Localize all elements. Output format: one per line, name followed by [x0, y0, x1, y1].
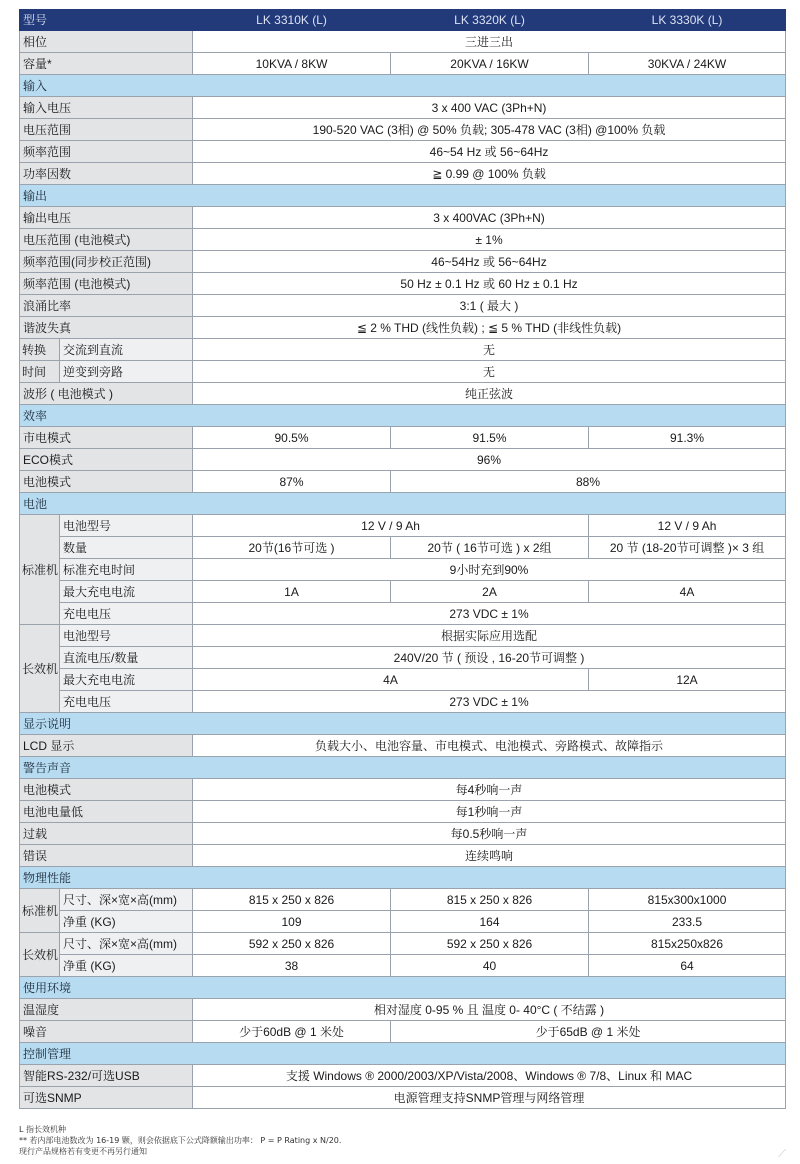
table-row — [20, 273, 786, 295]
row-value: 12 V / 9 Ah — [589, 515, 786, 537]
row-label: 直流电压/数量 — [60, 647, 193, 669]
table-row — [20, 537, 786, 559]
row-value: ± 1% — [193, 229, 786, 251]
table-row — [20, 361, 786, 383]
row-value: 190-520 VAC (3相) @ 50% 负载; 305-478 VAC (3相) @100% 负载 — [193, 119, 786, 141]
group-label: 长效机 — [20, 933, 60, 977]
section-title: 电池 — [20, 493, 786, 515]
row-label: 标准充电时间 — [60, 559, 193, 581]
section-row — [20, 713, 786, 735]
table-row — [20, 1021, 786, 1043]
row-label: 电压范围 — [20, 119, 193, 141]
row-value: 46~54Hz 或 56~64Hz — [193, 251, 786, 273]
table-row — [20, 471, 786, 493]
section-title: 警告声音 — [20, 757, 786, 779]
row-value: 815 x 250 x 826 — [391, 889, 589, 911]
row-value: 3 x 400VAC (3Ph+N) — [193, 207, 786, 229]
table-row — [20, 427, 786, 449]
row-value: 支援 Windows ® 2000/2003/XP/Vista/2008、Windows ® 7/8、Linux 和 MAC — [193, 1065, 786, 1087]
row-label: 温湿度 — [20, 999, 193, 1021]
table-row — [20, 119, 786, 141]
row-value: 20KVA / 16KW — [391, 53, 589, 75]
row-label: 噪音 — [20, 1021, 193, 1043]
row-value: 273 VDC ± 1% — [193, 603, 786, 625]
row-label: 频率范围(同步校正范围) — [20, 251, 193, 273]
row-label: 智能RS-232/可选USB — [20, 1065, 193, 1087]
row-label: 频率范围 — [20, 141, 193, 163]
row-value: 三进三出 — [193, 31, 786, 53]
row-label: 电池电量低 — [20, 801, 193, 823]
section-row — [20, 867, 786, 889]
group-label: 长效机 — [20, 625, 60, 713]
row-value: ≧ 0.99 @ 100% 负载 — [193, 163, 786, 185]
table-row — [20, 691, 786, 713]
row-value: 96% — [193, 449, 786, 471]
table-row — [20, 515, 786, 537]
row-label: 电池模式 — [20, 779, 193, 801]
row-label: 频率范围 (电池模式) — [20, 273, 193, 295]
row-label: 最大充电电流 — [60, 581, 193, 603]
row-value: 592 x 250 x 826 — [391, 933, 589, 955]
table-row — [20, 801, 786, 823]
row-label: 市电模式 — [20, 427, 193, 449]
group-label: 标准机 — [20, 889, 60, 933]
row-value: 少于65dB @ 1 米处 — [391, 1021, 786, 1043]
row-label: 输出电压 — [20, 207, 193, 229]
footnote: 现行产品规格若有变更不再另行通知 — [19, 1147, 147, 1156]
row-value: 20 节 (18-20节可调整 )× 3 组 — [589, 537, 786, 559]
row-label: 尺寸、深×宽×高(mm) — [60, 933, 193, 955]
table-row — [20, 779, 786, 801]
section-row — [20, 405, 786, 427]
row-label: 最大充电电流 — [60, 669, 193, 691]
row-label: 电池型号 — [60, 515, 193, 537]
row-value: 50 Hz ± 0.1 Hz 或 60 Hz ± 0.1 Hz — [193, 273, 786, 295]
row-value: 240V/20 节 ( 预设 , 16-20节可调整 ) — [193, 647, 786, 669]
model-label: 型号 — [20, 10, 193, 31]
row-label: 数量 — [60, 537, 193, 559]
row-value: 纯正弦波 — [193, 383, 786, 405]
corner-mark: ⟋ — [778, 1148, 786, 1160]
table-row — [20, 251, 786, 273]
row-value: 233.5 — [589, 911, 786, 933]
section-title: 效率 — [20, 405, 786, 427]
row-value: 4A — [589, 581, 786, 603]
row-label: 逆变到旁路 — [60, 361, 193, 383]
row-value: 40 — [391, 955, 589, 977]
row-value: 相对湿度 0-95 % 且 温度 0- 40°C ( 不结露 ) — [193, 999, 786, 1021]
row-value: 负载大小、电池容量、市电模式、电池模式、旁路模式、故障指示 — [193, 735, 786, 757]
row-value: 592 x 250 x 826 — [193, 933, 391, 955]
row-value: 1A — [193, 581, 391, 603]
group-label: 转换 — [20, 339, 60, 361]
row-value: 连续鸣响 — [193, 845, 786, 867]
row-label: 可选SNMP — [20, 1087, 193, 1109]
row-value: 2A — [391, 581, 589, 603]
row-value: 4A — [193, 669, 589, 691]
table-row — [20, 955, 786, 977]
table-row — [20, 295, 786, 317]
row-value: 20节(16节可选 ) — [193, 537, 391, 559]
row-label: 净重 (KG) — [60, 955, 193, 977]
row-label: LCD 显示 — [20, 735, 193, 757]
row-label: 尺寸、深×宽×高(mm) — [60, 889, 193, 911]
footnotes — [19, 1124, 785, 1157]
row-value: 电源管理支持SNMP管理与网络管理 — [193, 1087, 786, 1109]
spec-table — [19, 9, 786, 1109]
table-row — [20, 735, 786, 757]
row-value: 815 x 250 x 826 — [193, 889, 391, 911]
row-value: 10KVA / 8KW — [193, 53, 391, 75]
row-value: 每4秒响一声 — [193, 779, 786, 801]
row-value: 46~54 Hz 或 56~64Hz — [193, 141, 786, 163]
table-row — [20, 845, 786, 867]
row-value: 根据实际应用选配 — [193, 625, 786, 647]
table-row — [20, 53, 786, 75]
table-row — [20, 889, 786, 911]
table-row — [20, 317, 786, 339]
row-value: 无 — [193, 361, 786, 383]
section-row — [20, 185, 786, 207]
row-label: 净重 (KG) — [60, 911, 193, 933]
row-label: 错误 — [20, 845, 193, 867]
row-value: 88% — [391, 471, 786, 493]
section-title: 控制管理 — [20, 1043, 786, 1065]
section-row — [20, 757, 786, 779]
table-row — [20, 999, 786, 1021]
row-value: 3 x 400 VAC (3Ph+N) — [193, 97, 786, 119]
table-row — [20, 823, 786, 845]
section-title: 显示说明 — [20, 713, 786, 735]
row-value: 无 — [193, 339, 786, 361]
row-label: 电池模式 — [20, 471, 193, 493]
model-name: LK 3320K (L) — [391, 10, 589, 31]
row-value: 164 — [391, 911, 589, 933]
table-row — [20, 581, 786, 603]
table-row — [20, 31, 786, 53]
row-label: 充电电压 — [60, 691, 193, 713]
row-value: 273 VDC ± 1% — [193, 691, 786, 713]
section-row — [20, 493, 786, 515]
row-value: 12A — [589, 669, 786, 691]
row-value: 109 — [193, 911, 391, 933]
row-value: 20节 ( 16节可选 ) x 2组 — [391, 537, 589, 559]
row-value: 12 V / 9 Ah — [193, 515, 589, 537]
section-title: 输入 — [20, 75, 786, 97]
table-row — [20, 141, 786, 163]
row-label: 功率因数 — [20, 163, 193, 185]
section-title: 物理性能 — [20, 867, 786, 889]
row-label: 输入电压 — [20, 97, 193, 119]
table-row — [20, 625, 786, 647]
row-label: 波形 ( 电池模式 ) — [20, 383, 193, 405]
section-row — [20, 1043, 786, 1065]
section-row — [20, 977, 786, 999]
footnote: L 指长效机种 — [19, 1125, 66, 1134]
table-row — [20, 339, 786, 361]
table-row — [20, 603, 786, 625]
table-row — [20, 97, 786, 119]
row-value: 每1秒响一声 — [193, 801, 786, 823]
row-label: 电池型号 — [60, 625, 193, 647]
row-value: ≦ 2 % THD (线性负载) ; ≦ 5 % THD (非线性负载) — [193, 317, 786, 339]
row-value: 少于60dB @ 1 米处 — [193, 1021, 391, 1043]
row-value: 38 — [193, 955, 391, 977]
footnote: ** 若内部电池数改为 16-19 颗，则会依据底下公式降额输出功率： P = P Rating x N/20. — [19, 1136, 342, 1145]
table-row — [20, 669, 786, 691]
row-value: 91.3% — [589, 427, 786, 449]
row-label: 交流到直流 — [60, 339, 193, 361]
row-label: ECO模式 — [20, 449, 193, 471]
table-row — [20, 1065, 786, 1087]
row-value: 每0.5秒响一声 — [193, 823, 786, 845]
table-row — [20, 229, 786, 251]
table-row — [20, 163, 786, 185]
model-name: LK 3310K (L) — [193, 10, 391, 31]
row-value: 64 — [589, 955, 786, 977]
table-row — [20, 207, 786, 229]
row-label: 容量* — [20, 53, 193, 75]
table-row — [20, 383, 786, 405]
row-label: 浪涌比率 — [20, 295, 193, 317]
row-label: 过载 — [20, 823, 193, 845]
row-value: 9小时充到90% — [193, 559, 786, 581]
section-title: 输出 — [20, 185, 786, 207]
row-label: 谐波失真 — [20, 317, 193, 339]
section-title: 使用环境 — [20, 977, 786, 999]
table-row — [20, 1087, 786, 1109]
table-row — [20, 911, 786, 933]
model-name: LK 3330K (L) — [589, 10, 786, 31]
group-label: 时间 — [20, 361, 60, 383]
row-label: 相位 — [20, 31, 193, 53]
row-label: 充电电压 — [60, 603, 193, 625]
header-row — [20, 10, 786, 31]
row-value: 87% — [193, 471, 391, 493]
row-value: 91.5% — [391, 427, 589, 449]
section-row — [20, 75, 786, 97]
table-row — [20, 933, 786, 955]
row-value: 90.5% — [193, 427, 391, 449]
row-value: 815x250x826 — [589, 933, 786, 955]
table-row — [20, 449, 786, 471]
table-row — [20, 559, 786, 581]
row-value: 3:1 ( 最大 ) — [193, 295, 786, 317]
row-value: 815x300x1000 — [589, 889, 786, 911]
row-label: 电压范围 (电池模式) — [20, 229, 193, 251]
row-value: 30KVA / 24KW — [589, 53, 786, 75]
table-row — [20, 647, 786, 669]
group-label: 标准机 — [20, 515, 60, 625]
